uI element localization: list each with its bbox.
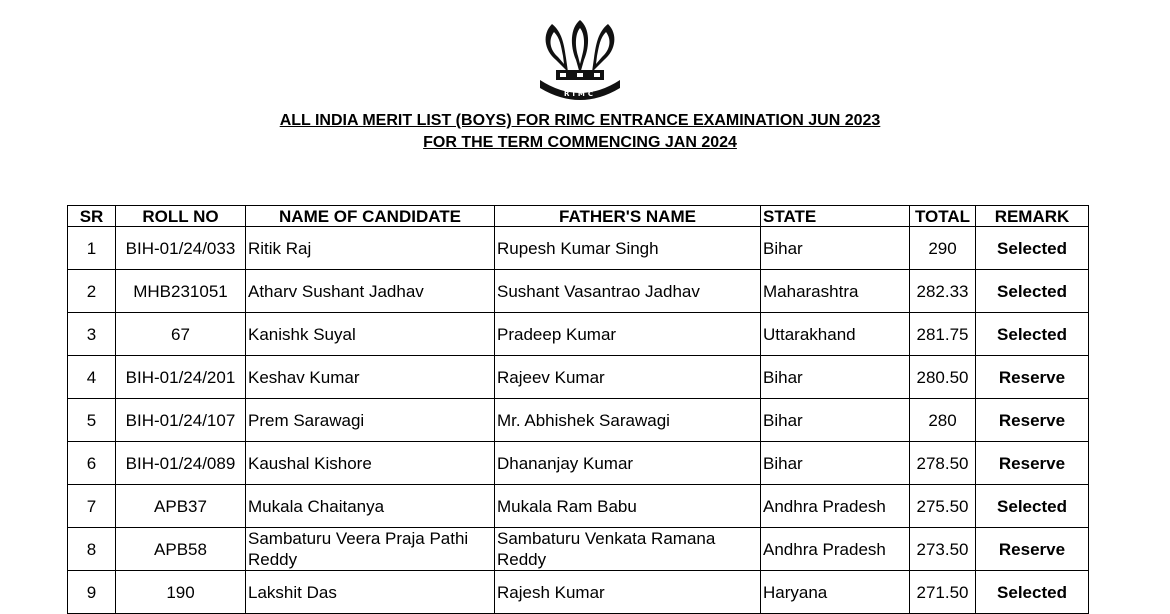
cell-father: Dhananjay Kumar (495, 442, 761, 485)
table-header-row (68, 206, 1089, 227)
merit-list-title: ALL INDIA MERIT LIST (BOYS) FOR RIMC ENTRANCE EXAMINATION JUN 2023 (279, 112, 881, 129)
cell-remark: Selected (976, 485, 1089, 528)
cell-total: 275.50 (910, 485, 976, 528)
cell-name: Atharv Sushant Jadhav (246, 270, 495, 313)
cell-state: Bihar (761, 227, 910, 270)
cell-roll-no: MHB231051 (116, 270, 246, 313)
cell-roll-no: BIH-01/24/107 (116, 399, 246, 442)
cell-sr: 4 (68, 356, 116, 399)
cell-remark: Reserve (976, 356, 1089, 399)
cell-roll-no: 67 (116, 313, 246, 356)
cell-name: Keshav Kumar (246, 356, 495, 399)
cell-total: 271.50 (910, 571, 976, 614)
cell-total: 290 (910, 227, 976, 270)
cell-roll-no: APB37 (116, 485, 246, 528)
cell-name: Ritik Raj (246, 227, 495, 270)
cell-state: Bihar (761, 356, 910, 399)
cell-roll-no: BIH-01/24/033 (116, 227, 246, 270)
cell-remark: Selected (976, 313, 1089, 356)
cell-father: Rupesh Kumar Singh (495, 227, 761, 270)
cell-state: Haryana (761, 571, 910, 614)
cell-state: Bihar (761, 442, 910, 485)
cell-total: 280.50 (910, 356, 976, 399)
cell-name: Lakshit Das (246, 571, 495, 614)
cell-father: Mr. Abhishek Sarawagi (495, 399, 761, 442)
table-row (68, 227, 1089, 270)
header-name: NAME OF CANDIDATE (246, 206, 495, 227)
cell-father: Rajesh Kumar (495, 571, 761, 614)
table-row (68, 313, 1089, 356)
cell-father: Sambaturu Venkata Ramana Reddy (495, 528, 761, 571)
header-total: TOTAL (910, 206, 976, 227)
cell-sr: 9 (68, 571, 116, 614)
crest-emblem-text: RIMC (563, 90, 597, 98)
rimc-crest-logo (534, 16, 626, 104)
cell-name: Prem Sarawagi (246, 399, 495, 442)
cell-sr: 6 (68, 442, 116, 485)
cell-state: Andhra Pradesh (761, 528, 910, 571)
cell-total: 278.50 (910, 442, 976, 485)
table-row (68, 442, 1089, 485)
merit-list-subtitle: FOR THE TERM COMMENCING JAN 2024 (423, 134, 737, 151)
table-row (68, 356, 1089, 399)
table-row (68, 270, 1089, 313)
header-state: STATE (761, 206, 910, 227)
cell-father: Sushant Vasantrao Jadhav (495, 270, 761, 313)
cell-state: Maharashtra (761, 270, 910, 313)
table-row (68, 528, 1089, 571)
cell-name: Sambaturu Veera Praja Pathi Reddy (246, 528, 495, 571)
cell-total: 281.75 (910, 313, 976, 356)
cell-sr: 7 (68, 485, 116, 528)
table-row (68, 399, 1089, 442)
cell-remark: Selected (976, 270, 1089, 313)
cell-remark: Reserve (976, 442, 1089, 485)
cell-remark: Selected (976, 227, 1089, 270)
table-row (68, 571, 1089, 614)
cell-name: Kanishk Suyal (246, 313, 495, 356)
cell-father: Mukala Ram Babu (495, 485, 761, 528)
cell-total: 280 (910, 399, 976, 442)
cell-roll-no: 190 (116, 571, 246, 614)
cell-father: Pradeep Kumar (495, 313, 761, 356)
cell-sr: 1 (68, 227, 116, 270)
cell-state: Uttarakhand (761, 313, 910, 356)
header-roll-no: ROLL NO (116, 206, 246, 227)
cell-sr: 5 (68, 399, 116, 442)
cell-roll-no: BIH-01/24/201 (116, 356, 246, 399)
cell-total: 273.50 (910, 528, 976, 571)
merit-list-table (67, 205, 1089, 614)
cell-remark: Reserve (976, 399, 1089, 442)
cell-sr: 8 (68, 528, 116, 571)
cell-father: Rajeev Kumar (495, 356, 761, 399)
cell-total: 282.33 (910, 270, 976, 313)
cell-name: Mukala Chaitanya (246, 485, 495, 528)
cell-roll-no: BIH-01/24/089 (116, 442, 246, 485)
cell-roll-no: APB58 (116, 528, 246, 571)
header-sr: SR (68, 206, 116, 227)
cell-sr: 3 (68, 313, 116, 356)
cell-state: Andhra Pradesh (761, 485, 910, 528)
cell-name: Kaushal Kishore (246, 442, 495, 485)
table-row (68, 485, 1089, 528)
header-father: FATHER'S NAME (495, 206, 761, 227)
cell-remark: Selected (976, 571, 1089, 614)
cell-sr: 2 (68, 270, 116, 313)
cell-state: Bihar (761, 399, 910, 442)
cell-remark: Reserve (976, 528, 1089, 571)
header-remark: REMARK (976, 206, 1089, 227)
